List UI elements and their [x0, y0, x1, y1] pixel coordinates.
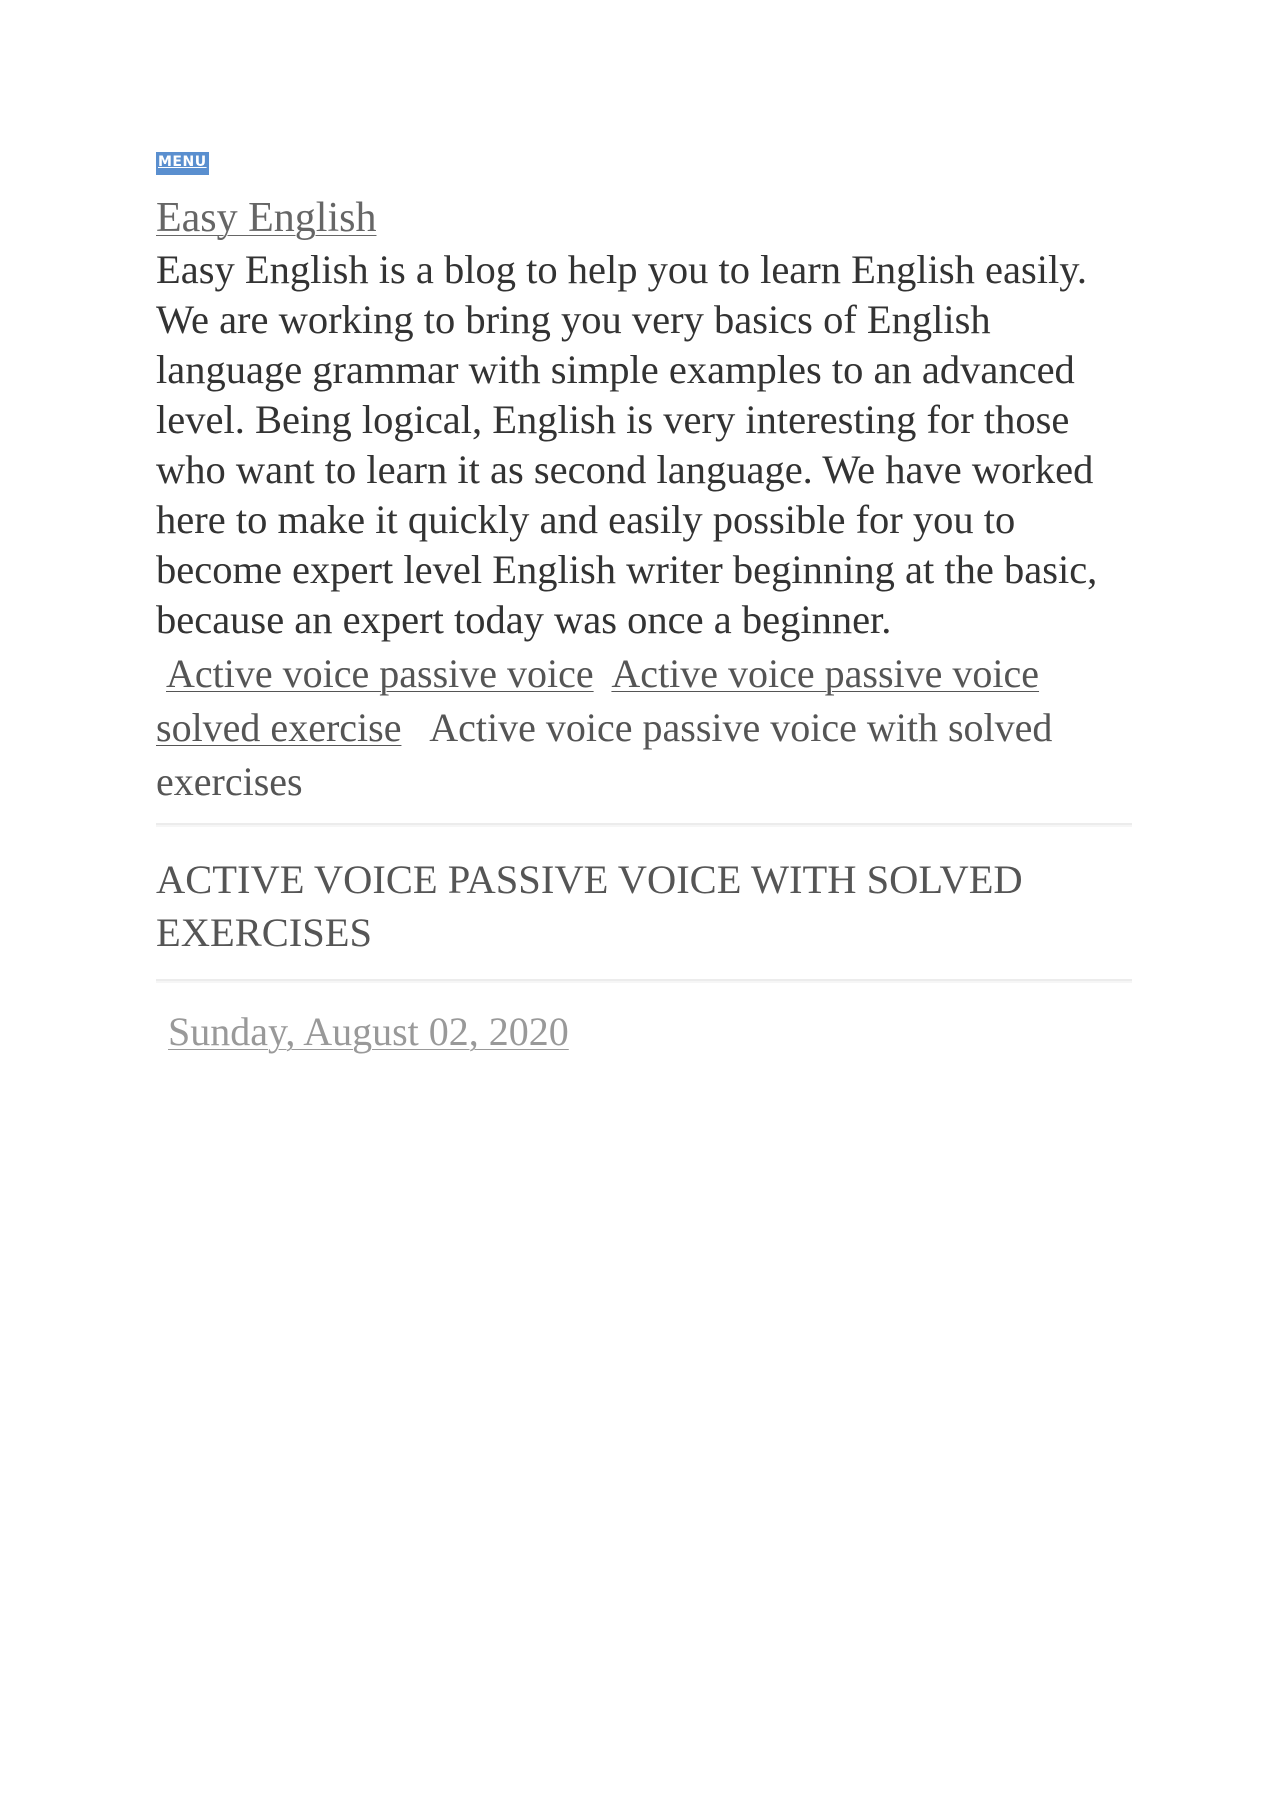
divider: [156, 823, 1132, 827]
blog-description: Easy English is a blog to help you to learn English easily. We are working to bring you very basics of English language grammar with simple examples to an advanced level. Being logical, English is very interesting for those who want to learn it as second language. We have worked here to make it quickly and easily possible for you to become expert level English writer beginning at the basic, because an expert today was once a beginner.: [156, 247, 1098, 642]
blog-header: [156, 152, 1132, 645]
blog-title-link[interactable]: Easy English: [156, 195, 377, 241]
breadcrumb: [156, 647, 1132, 809]
breadcrumb-current: Active voice passive voice with solved exercises: [156, 705, 1053, 804]
breadcrumb-link-active-passive[interactable]: Active voice passive voice: [166, 651, 594, 696]
blog-page: [156, 152, 1132, 1057]
menu-button[interactable]: MENU: [156, 152, 209, 175]
post-title: ACTIVE VOICE PASSIVE VOICE WITH SOLVED EXERCISES: [156, 857, 1023, 955]
divider: [156, 979, 1132, 983]
breadcrumb-link-solved-exercise[interactable]: Active voice passive voice solved exercise: [156, 651, 1040, 750]
post-date-link[interactable]: Sunday, August 02, 2020: [168, 1009, 569, 1054]
